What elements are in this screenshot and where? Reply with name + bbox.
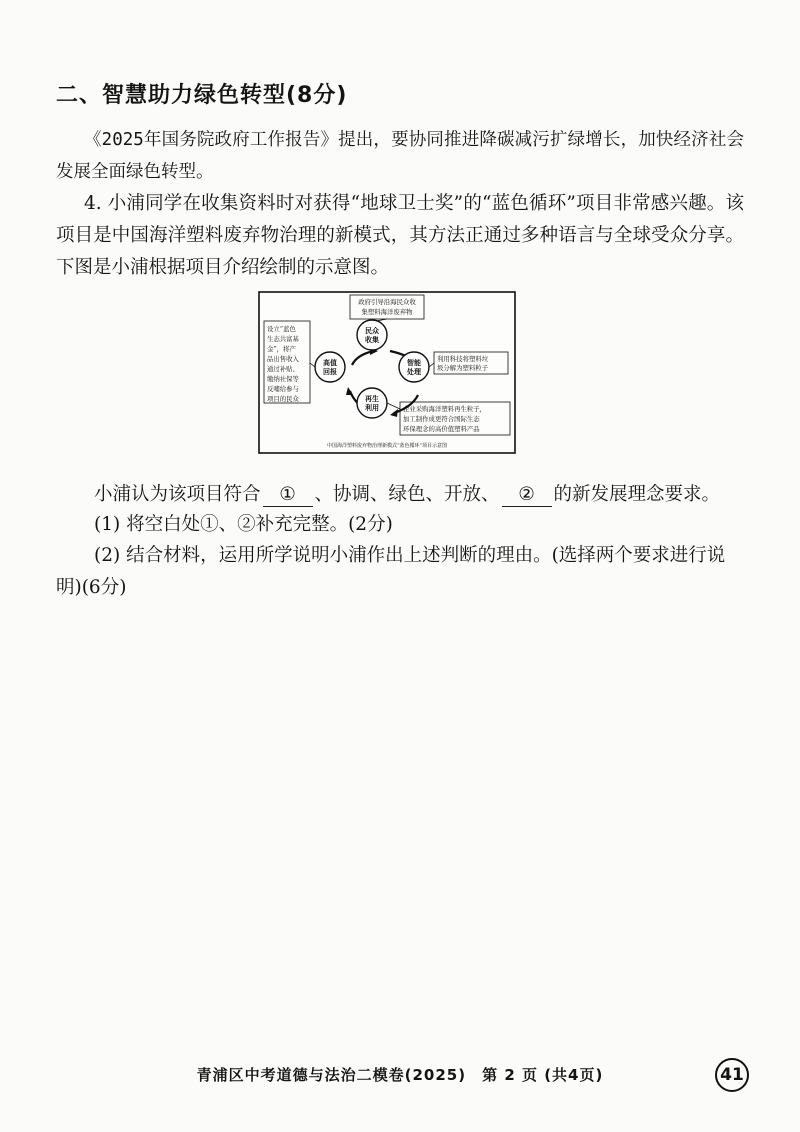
question-4-paragraph: 4. 小浦同学在收集资料时对获得“地球卫士奖”的“蓝色循环”项目非常感兴趣。该项目是中国海洋塑料废弃物治理的新模式，其方法正通过多种语言与全球受众分享。下图是小浦根据项目介绍绘制的示意图。 [56,193,744,278]
node-collect-line1: 民众 [365,326,379,335]
left-note-line: 生态共富基 [267,335,299,343]
node-value-line2: 回报 [323,367,337,376]
question-suffix: 的新发展理念要求。 [553,484,721,505]
left-note-line: 通过补贴、 [267,365,299,373]
answer-blank-2[interactable]: ② [502,484,552,507]
diagram-caption: 中国海洋塑料废弃物治理新模式“蓝色循环”项目示意图 [326,443,448,449]
right-note-line2: 圾分解为塑料粒子 [437,364,489,372]
left-note-line: 反哺给参与 [267,385,299,393]
intro-paragraph: 《2025年国务院政府工作报告》提出，要协同推进降碳减污扩绿增长，加快经济社会发展全面绿色转型。 [56,130,744,182]
node-value-line1: 高值 [323,358,337,367]
node-recycle-line1: 再生 [365,394,379,403]
node-recycle-line2: 利用 [365,403,379,412]
bottom-note-line3: 环保理念的高价值塑料产品 [403,425,480,433]
answer-blank-1[interactable]: ① [263,484,313,507]
bottom-note-line2: 加工制作成更符合国际生态 [403,415,480,423]
node-smart-line2: 处理 [407,367,421,376]
left-note-line: 缴纳社保等 [267,375,299,383]
left-note-line: 品出售收入 [267,355,299,363]
bottom-note-line1: 企业采购海洋塑料再生粒子， [403,405,487,413]
left-note-line: 项目的民众 [267,395,299,403]
page-footer: 青浦区中考道德与法治二模卷(2025) 第 2 页 (共4页) [196,1066,604,1084]
node-collect-line2: 收集 [365,335,379,344]
diagram-svg [258,291,516,454]
question-statement [94,481,720,509]
node-smart-line1: 智能 [407,358,421,367]
blue-cycle-diagram [258,291,516,454]
subquestion-2: (2) 结合材料，运用所学说明小浦作出上述判断的理由。(选择两个要求进行说明)(6分) [56,545,726,598]
section-title: 二、智慧助力绿色转型(8分) [56,83,348,108]
page-number-badge: 41 [715,1058,749,1092]
top-note-line2: 集塑料海洋废弃物 [361,308,413,316]
question-prefix: 小浦认为该项目符合 [94,484,261,505]
left-note-line: 设立“蓝色 [267,325,296,333]
right-note-line1: 利用科技将塑料垃 [437,355,489,363]
top-note-line1: 政府引导沿海民众收 [358,298,416,306]
subquestion-1: (1) 将空白处①、②补充完整。(2分) [94,514,393,535]
left-note-line: 金”，将产 [267,345,296,353]
question-middle: 、协调、绿色、开放、 [314,484,500,505]
